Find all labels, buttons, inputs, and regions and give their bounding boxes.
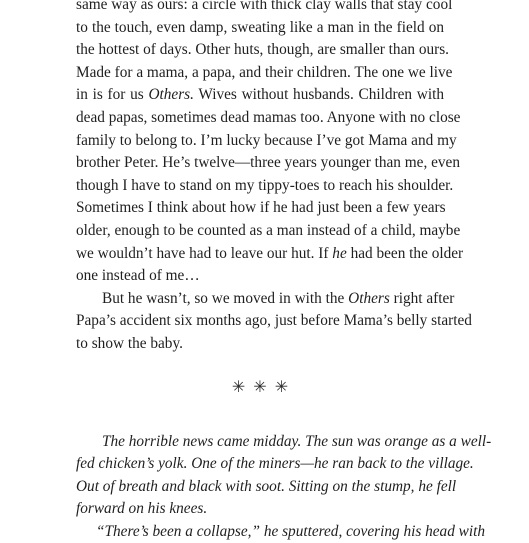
text-line: Made for a mama, a papa, and their children. The one we live [76,63,453,81]
asterism-star-icon: ✳ [274,376,289,396]
paragraph-2 [76,288,472,356]
paragraph-1 [76,0,464,288]
section-spacer [76,418,444,431]
text-line: the hottest of days. Other huts, though, are smaller than ours. [76,41,449,59]
book-page [76,0,492,543]
text-line: forward on his knees. [76,500,208,518]
text-line: Sometimes I think about how if he had just been a few years [76,199,446,217]
asterism-star-icon: ✳ [253,376,267,396]
paragraph-3 [76,431,492,521]
emphasis-text: Others [348,289,390,307]
text-line: same way as ours: a circle with thick clay walls that stay cool [76,0,453,13]
text-line [76,84,444,107]
text-line: “There’s been a collapse,” he sputtered, covering his head with [96,522,486,540]
text-run: But he wasn’t, so we moved in with the [102,289,349,307]
text-line: Out of breath and black with soot. Sitting on the stump, he fell [76,477,457,495]
text-line: brother Peter. He’s twelve—three years younger than me, even [76,154,460,172]
text-run: in is for us [76,86,149,104]
text-run: Wives without husbands. Children with [193,86,445,104]
section-divider [76,356,444,418]
text-line: to show the baby. [76,334,183,352]
text-run: had been the older [346,244,464,262]
text-line: Papa’s accident six months ago, just before Mama’s belly started [76,312,472,330]
text-line: though I have to stand on my tippy-toes to reach his shoulder. [76,176,454,194]
text-line: family to belong to. I’m lucky because I’ve got Mama and my [76,131,457,149]
text-run: we wouldn’t have had to leave our hut. If [76,244,333,262]
text-line: older, enough to be counted as a man instead of a child, maybe [76,221,461,239]
text-line: The horrible news came midday. The sun was orange as a well- [102,432,492,450]
asterism-star-icon: ✳ [231,376,246,396]
emphasis-text: he [332,244,347,262]
text-line: one instead of me… [76,267,200,285]
text-run: right after [389,289,455,307]
text-line: to the touch, even damp, sweating like a man in the field on [76,18,444,36]
text-line [76,288,455,311]
text-line: dead papas, sometimes dead mamas too. Anyone with no close [76,108,461,126]
text-line: fed chicken’s yolk. One of the miners—he ran back to the village. [76,455,474,473]
text-line [76,243,464,266]
emphasis-text: Others. [148,86,194,104]
